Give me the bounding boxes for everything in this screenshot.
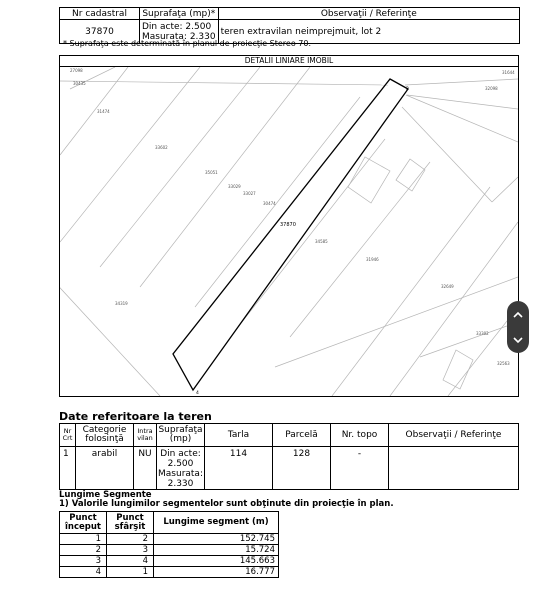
header-observatii: Observaţii / Referinţe bbox=[389, 424, 519, 447]
table-row bbox=[60, 545, 279, 556]
header-nr-cadastral: Nr cadastral bbox=[60, 8, 140, 20]
land-table-row bbox=[60, 447, 519, 490]
suprafata-value bbox=[157, 447, 205, 490]
subject-parcel bbox=[173, 79, 408, 390]
land-section-title: Date referitoare la teren bbox=[59, 410, 212, 423]
header-intravilan: Intra vilan bbox=[134, 424, 157, 447]
scroll-up-button[interactable] bbox=[507, 301, 529, 327]
footnote: * Suprafaţa este determinată în planul de proiecţie Stereo 70. bbox=[63, 39, 312, 48]
scroll-down-button[interactable] bbox=[507, 327, 529, 353]
land-table-header bbox=[60, 424, 519, 447]
map-label: 32563 bbox=[497, 361, 510, 366]
segment-start: 2 bbox=[60, 545, 107, 556]
suprafata-masurata: Masurata: 2.330 bbox=[142, 31, 216, 42]
table-row bbox=[60, 534, 279, 545]
nr-cadastral-value: 37870 bbox=[60, 20, 140, 44]
map-label: 31644 bbox=[502, 70, 515, 75]
point-label: 2 bbox=[406, 87, 409, 92]
header-tarla: Tarla bbox=[205, 424, 273, 447]
point-label: 4 bbox=[196, 391, 199, 396]
map-label: 31946 bbox=[366, 257, 379, 262]
table-row bbox=[60, 567, 279, 578]
observatii-value: teren extravilan neimprejmuit, lot 2 bbox=[218, 20, 519, 44]
nr-crt-value: 1 bbox=[60, 447, 76, 490]
suprafata-acte: Din acte: 2.500 bbox=[142, 21, 212, 32]
parcel-map bbox=[60, 67, 518, 396]
land-table bbox=[59, 423, 519, 490]
segment-end: 2 bbox=[107, 534, 154, 545]
map-panel bbox=[59, 55, 519, 397]
intravilan-value: NU bbox=[134, 447, 157, 490]
segment-start: 4 bbox=[60, 567, 107, 578]
header-lungime: Lungime segment (m) bbox=[154, 512, 279, 534]
segments-table-header bbox=[60, 512, 279, 534]
map-label: 32649 bbox=[441, 284, 454, 289]
segments-table bbox=[59, 511, 279, 578]
categorie-value: arabil bbox=[76, 447, 134, 490]
header-suprafata: Suprafaţa (mp)* bbox=[140, 8, 219, 20]
map-label: 34319 bbox=[115, 301, 128, 306]
segment-length: 16.777 bbox=[154, 567, 279, 578]
chevron-down-icon bbox=[513, 337, 523, 344]
tarla-value: 114 bbox=[205, 447, 273, 490]
map-label: 35051 bbox=[205, 170, 218, 175]
chevron-up-icon bbox=[513, 311, 523, 318]
map-title: DETALII LINIARE IMOBIL bbox=[60, 56, 518, 67]
segment-start: 1 bbox=[60, 534, 107, 545]
observatii-value bbox=[389, 447, 519, 490]
map-label: 34585 bbox=[315, 239, 328, 244]
header-nr-topo: Nr. topo bbox=[331, 424, 389, 447]
segment-length: 15.724 bbox=[154, 545, 279, 556]
sup-mas-value: 2.330 bbox=[167, 479, 194, 489]
map-label: 33029 bbox=[228, 184, 241, 189]
table-row bbox=[60, 556, 279, 567]
segments-note: 1) Valorile lungimilor segmentelor sunt obţinute din proiecţie în plan. bbox=[59, 499, 394, 509]
map-label: 30435 bbox=[73, 81, 86, 86]
map-label: 33027 bbox=[243, 191, 256, 196]
sup-mas-label: Masurata: bbox=[158, 469, 203, 479]
header-parcela: Parcelă bbox=[273, 424, 331, 447]
map-label: 32098 bbox=[485, 86, 498, 91]
header-punct-sfarsit: Punct sfârşit bbox=[107, 512, 154, 534]
map-label-subject: 37870 bbox=[280, 222, 296, 228]
segment-end: 1 bbox=[107, 567, 154, 578]
segment-end: 3 bbox=[107, 545, 154, 556]
header-categorie: Categorie folosinţă bbox=[76, 424, 134, 447]
map-label: 27098 bbox=[70, 68, 83, 73]
sup-acte-label: Din acte: bbox=[160, 449, 201, 459]
header-nr-crt: Nr Crt bbox=[60, 424, 76, 447]
segments-heading: Lungime Segmente bbox=[59, 490, 152, 500]
segment-length: 152.745 bbox=[154, 534, 279, 545]
map-label: 33602 bbox=[155, 145, 168, 150]
map-label: 33302 bbox=[476, 331, 489, 336]
parcela-value: 128 bbox=[273, 447, 331, 490]
segment-length: 145.663 bbox=[154, 556, 279, 567]
header-punct-inceput: Punct început bbox=[60, 512, 107, 534]
header-suprafata: Suprafaţa (mp) bbox=[157, 424, 205, 447]
segment-start: 3 bbox=[60, 556, 107, 567]
nr-topo-value: - bbox=[331, 447, 389, 490]
sup-acte-value: 2.500 bbox=[167, 459, 194, 469]
header-observatii: Observaţii / Referinţe bbox=[218, 8, 519, 20]
segment-end: 4 bbox=[107, 556, 154, 567]
map-label: 31474 bbox=[97, 109, 110, 114]
map-label: 30474 bbox=[263, 201, 276, 206]
cadastral-table-header bbox=[60, 8, 520, 20]
